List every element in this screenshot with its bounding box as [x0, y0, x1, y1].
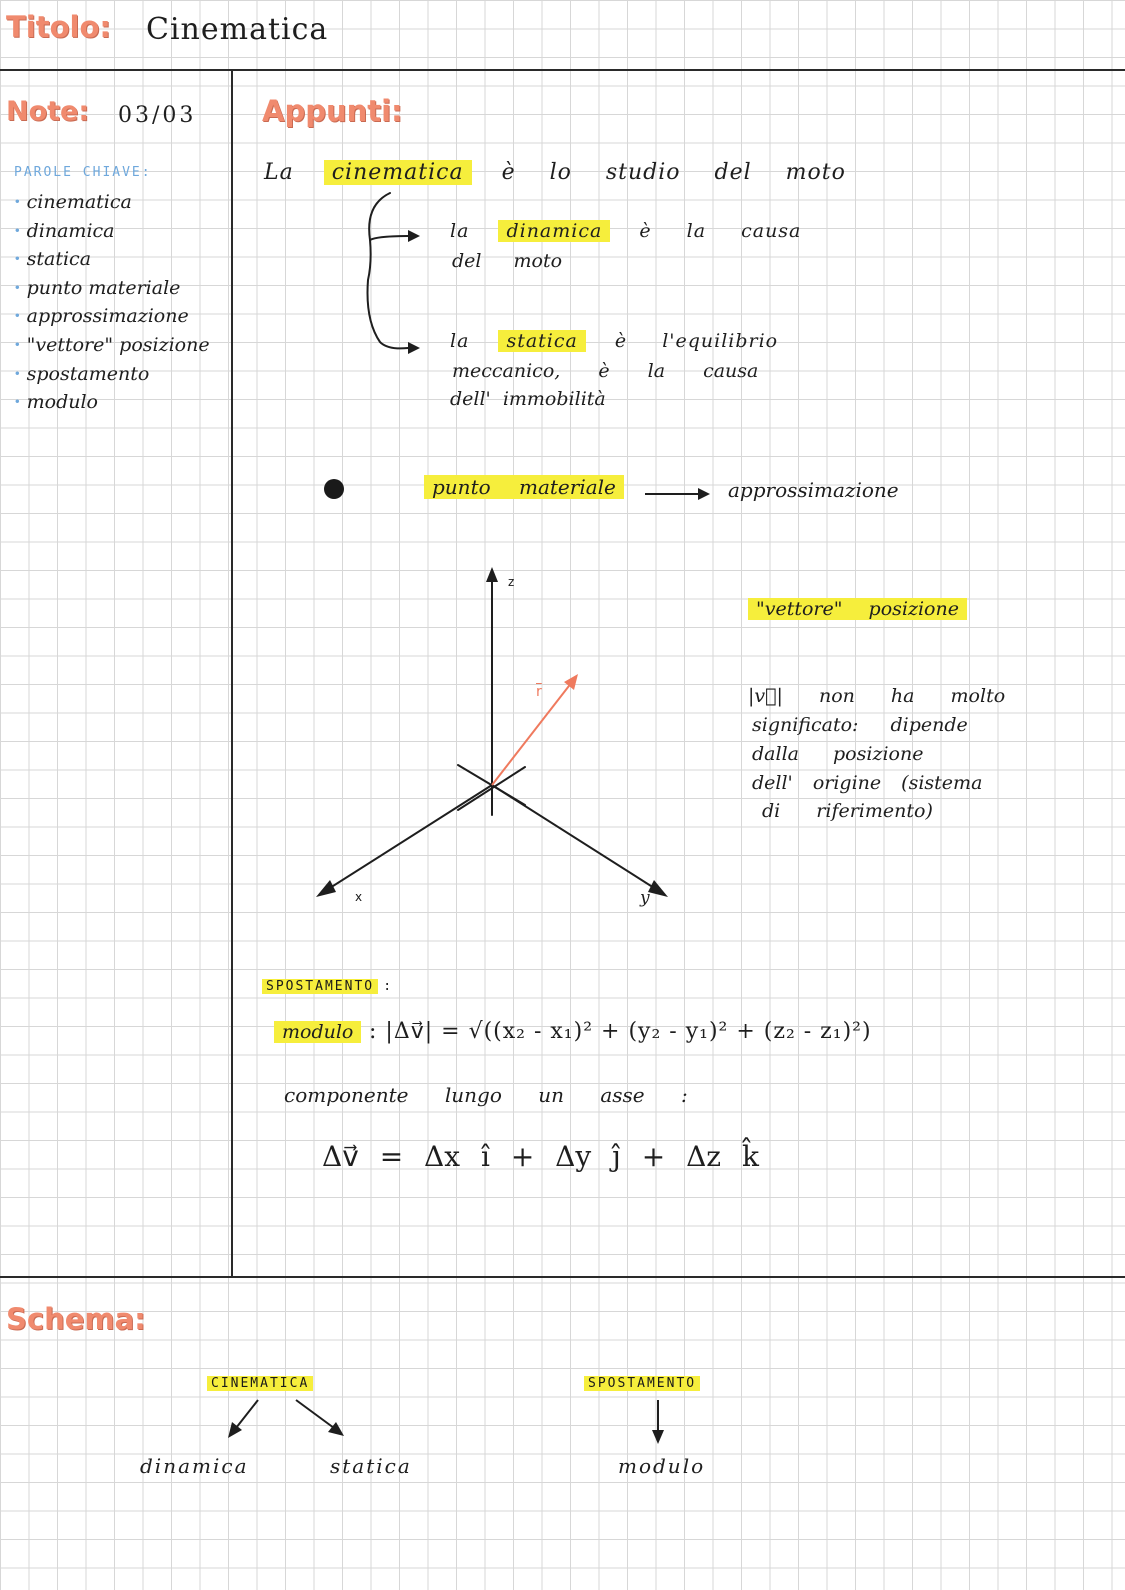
vettore-highlight: "vettore" posizione	[748, 598, 967, 620]
branch2-highlight: statica	[498, 330, 585, 352]
componente-text: componente lungo un asse :	[284, 1083, 688, 1107]
axis-z-label: z	[508, 575, 515, 589]
keyword-item: · statica	[14, 245, 210, 274]
page-title: Cinematica	[146, 12, 329, 47]
vettore-note-5: di riferimento)	[762, 800, 933, 822]
punto-highlight: punto materiale	[424, 475, 624, 499]
schema-child-modulo: modulo	[618, 1454, 706, 1478]
keyword-item: · approssimazione	[14, 302, 210, 331]
schema-child-dinamica: dinamica	[140, 1454, 249, 1478]
keyword-item: · "vettore" posizione	[14, 331, 210, 360]
modulo-highlight: modulo	[274, 1021, 361, 1043]
keyword-item: · punto materiale	[14, 274, 210, 303]
vettore-note-1: |v⃗| non ha molto	[748, 685, 1006, 707]
spostamento-highlight: SPOSTAMENTO	[262, 979, 378, 994]
branch1-highlight: dinamica	[498, 220, 610, 242]
keyword-item: · modulo	[14, 388, 210, 417]
schema-child-statica: statica	[330, 1454, 412, 1478]
vettore-note-4: dell' origine (sistema	[752, 772, 983, 794]
keyword-item: · spostamento	[14, 360, 210, 389]
branch2-post: è l'equilibrio	[614, 330, 779, 352]
keywords-heading: PAROLE CHIAVE:	[14, 165, 152, 180]
axis-y-label: y	[640, 888, 650, 908]
modulo-formula: : |Δv⃗| = √((x₂ - x₁)² + (y₂ - y₁)² + (z₂ - z₁)²)	[369, 1019, 872, 1044]
appunti-label: Appunti:	[262, 94, 403, 128]
note-label: Note:	[6, 96, 90, 127]
vettore-note-2: significato: dipende	[752, 714, 968, 736]
axis-x-label: x	[355, 890, 363, 904]
title-label: Titolo:	[6, 10, 111, 44]
branch1-pre: la	[450, 220, 470, 242]
note-date: 03/03	[118, 103, 197, 128]
branch1-line2: del moto	[452, 250, 563, 272]
component-formula: Δv⃗ = Δx î + Δy ĵ + Δz k̂	[322, 1140, 759, 1173]
branch1-post: è la causa	[639, 220, 802, 242]
schema-cinematica-highlight: CINEMATICA	[207, 1376, 313, 1391]
vector-label-text: $\overline{r}$	[536, 684, 542, 700]
intro-pre: La	[264, 160, 294, 185]
intro-highlight: cinematica	[324, 160, 472, 185]
branch2-line2: meccanico, è la causa	[452, 360, 759, 382]
intro-post: è lo studio del moto	[501, 160, 846, 185]
keyword-item: · dinamica	[14, 217, 210, 246]
spostamento-colon: :	[383, 979, 394, 994]
schema-spostamento-highlight: SPOSTAMENTO	[584, 1376, 700, 1391]
branch2-pre: la	[450, 330, 470, 352]
keyword-item: · cinematica	[14, 188, 210, 217]
vettore-note-3: dalla posizione	[752, 743, 924, 765]
branch2-line3: dell' immobilità	[450, 388, 606, 410]
punto-result: approssimazione	[728, 478, 899, 502]
schema-label: Schema:	[6, 1302, 146, 1336]
